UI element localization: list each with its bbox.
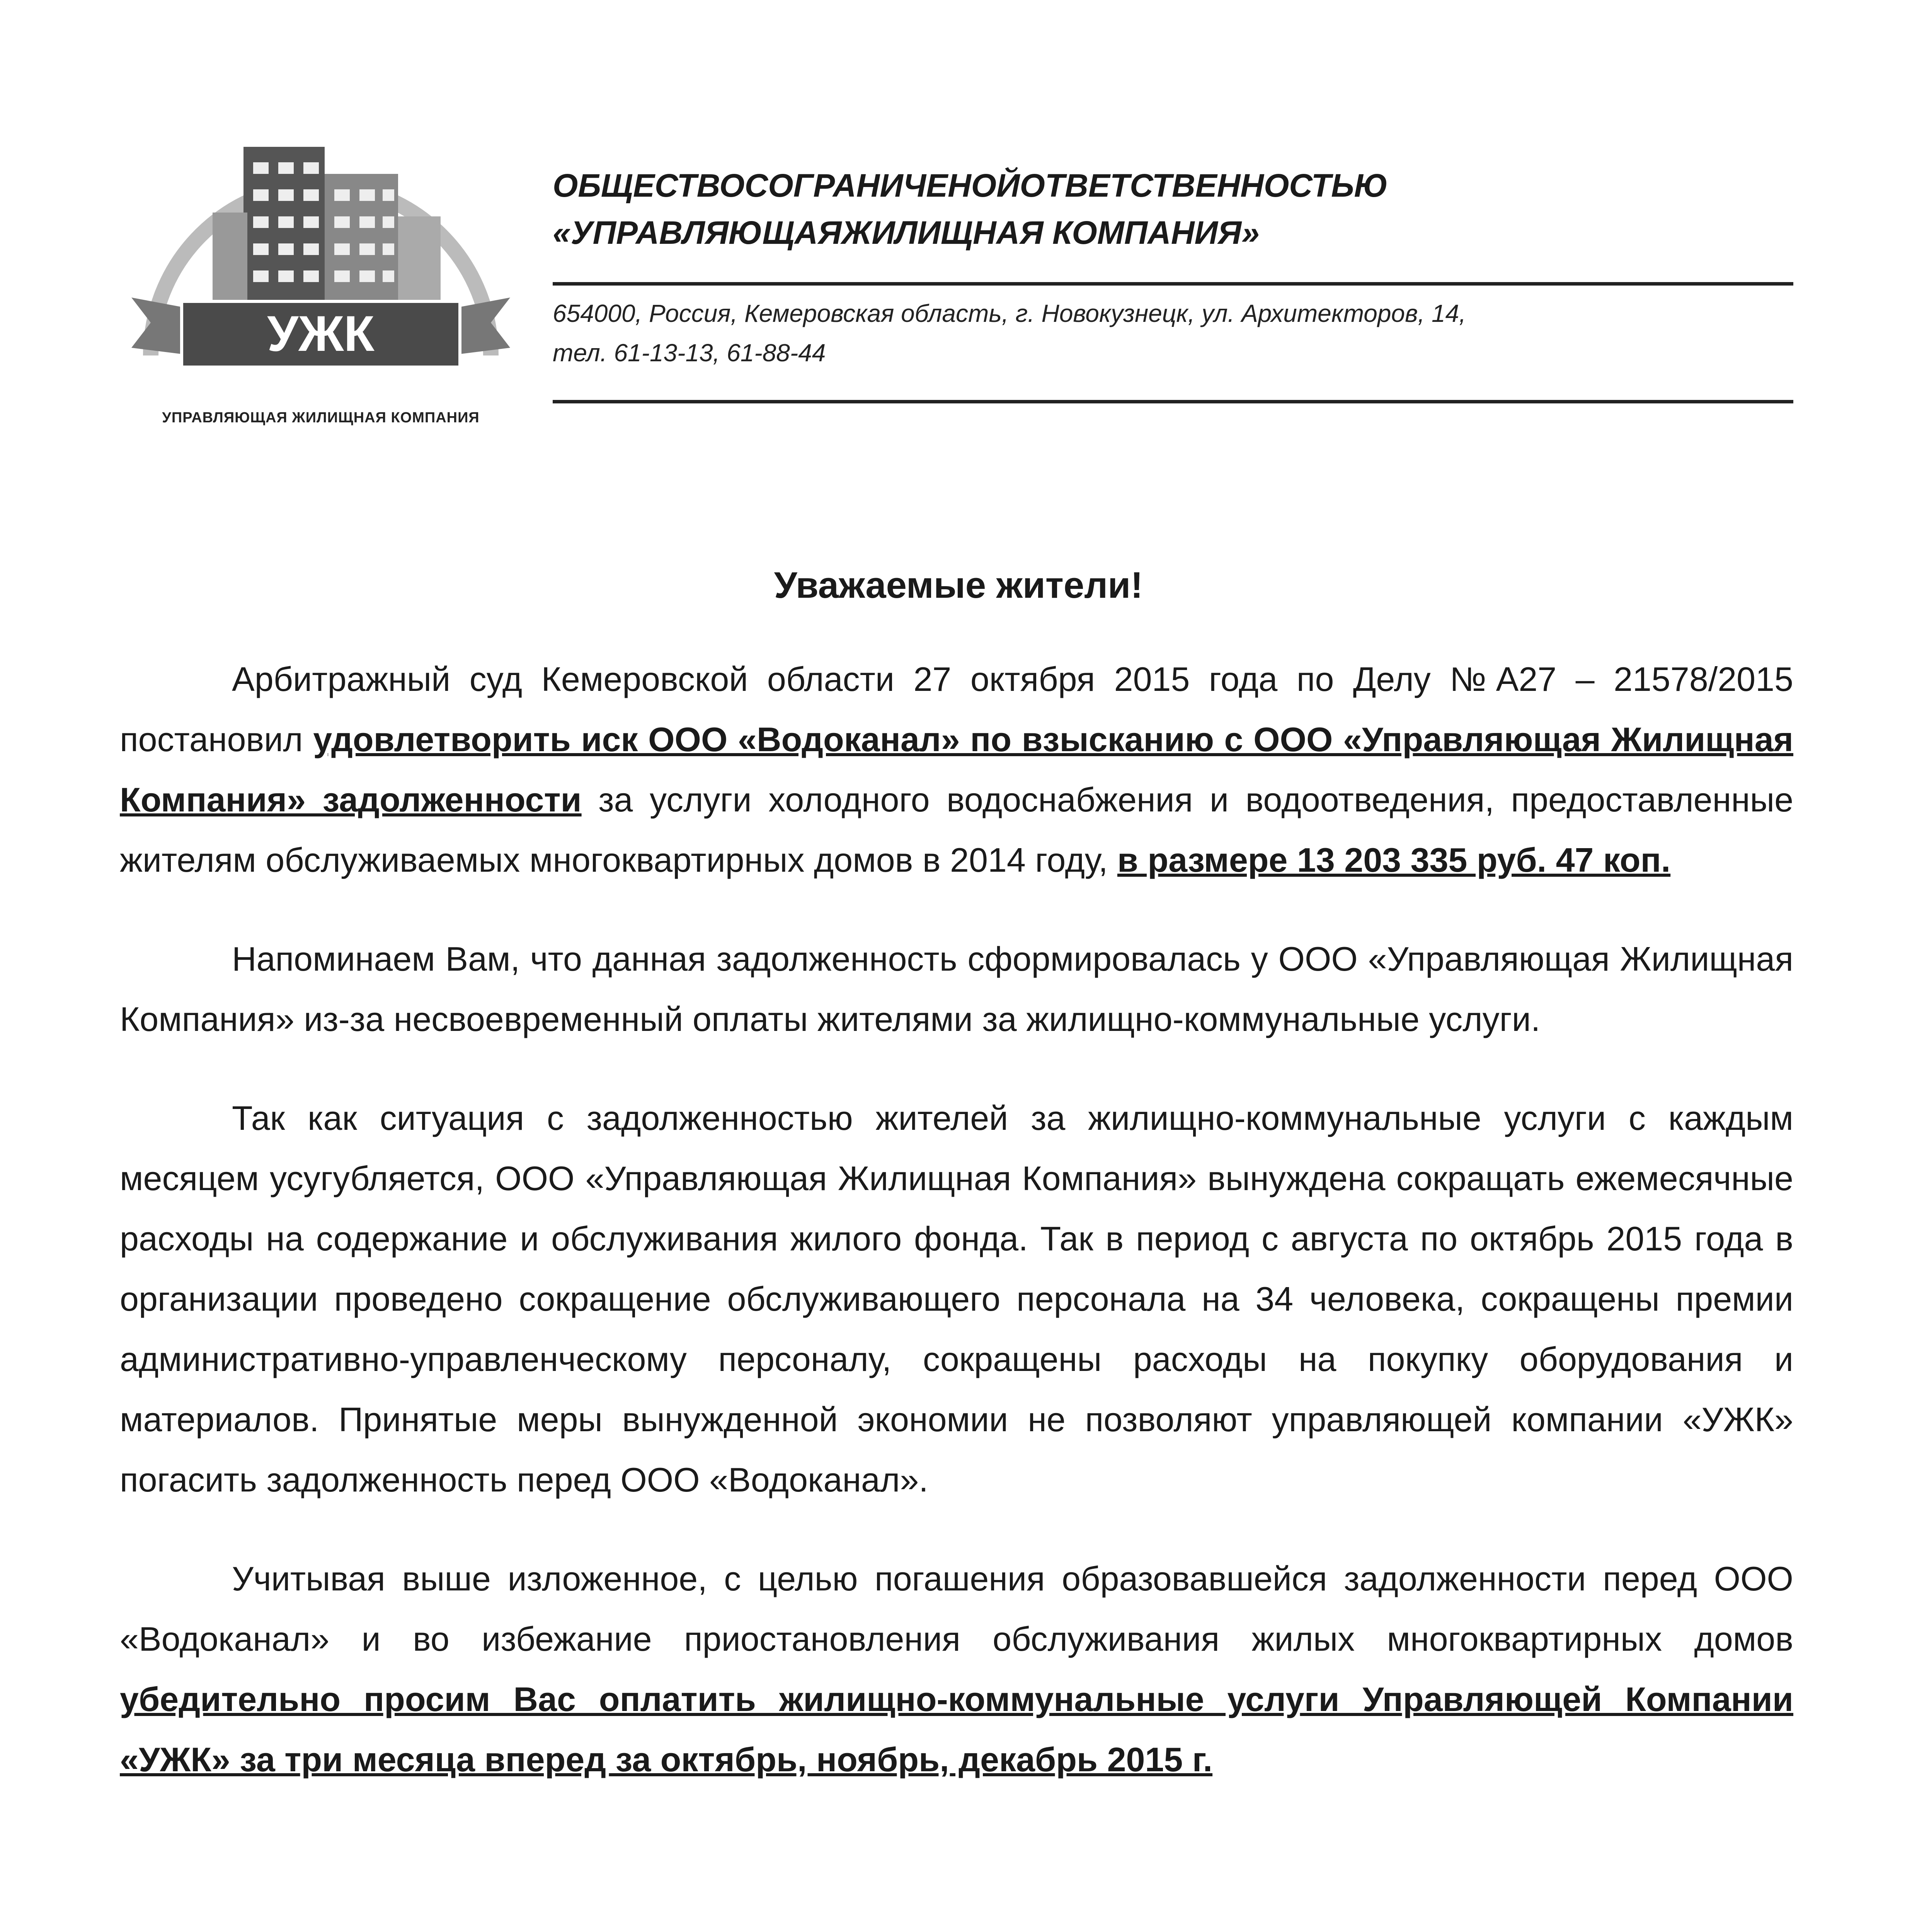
- letter-body: [120, 649, 1793, 1828]
- p4-text-a: Учитывая выше изложенное, с целью погашения образовавшейся задолженности перед ООО «Водоканал» и во избежание приостановления обслуживания жилых многоквартирных домов: [120, 1560, 1793, 1658]
- org-name-line1: ОБЩЕСТВОСОГРАНИЧЕНОЙОТВЕТСТВЕННОСТЬЮ: [553, 167, 1388, 204]
- p1-highlight-amount: в размере 13 203 335 руб. 47 коп.: [1117, 841, 1671, 879]
- header-divider-bottom: [553, 400, 1793, 403]
- p4-highlight-request: убедительно просим Вас оплатить жилищно-коммунальные услуги Управляющей Компании «УЖК» за три месяца вперед за октябрь, ноябрь, декабрь 2015 г.: [120, 1680, 1793, 1779]
- p1-text-c: за услуги холодного водоснабжения и водоотведения, предоставленные жителям обслуживаемых многоквартирных домов в 2014 году,: [120, 781, 1794, 879]
- address-line1: 654000, Россия, Кемеровская область, г. Новокузнецк, ул. Архитекторов, 14,: [553, 299, 1466, 327]
- company-logo: [116, 116, 526, 440]
- paragraph-cost-cutting: Так как ситуация с задолженностью жителей за жилищно-коммунальные услуги с каждым месяцем усугубляется, ООО «Управляющая Жилищная Компания» вынуждена сокращать ежемесячные расходы на содержание и обслуживания жилого фонда. Так в период с августа по октябрь 2015 года в организации проведено сокращение обслуживающего персонала на 34 человека, сокращены премии административно-управленческому персоналу, сокращены расходы на покупку оборудования и материалов. Принятые меры вынужденной экономии не позволяют управляющей компании «УЖК» погасить задолженность перед ООО «Водоканал».: [120, 1099, 1793, 1499]
- logo-emblem-text: УЖК: [267, 305, 375, 362]
- paragraph-payment-request: [120, 1549, 1793, 1790]
- org-name-line2: «УПРАВЛЯЮЩАЯЖИЛИЩНАЯ КОМПАНИЯ»: [553, 214, 1260, 251]
- header-divider-top: [553, 282, 1793, 286]
- logo-caption: УПРАВЛЯЮЩАЯ ЖИЛИЩНАЯ КОМПАНИЯ: [162, 410, 480, 426]
- address-line2: тел. 61-13-13, 61-88-44: [553, 339, 826, 367]
- p1-text-a: Арбитражный суд Кемеровской области 27 октября 2015 года по Делу №А27 – 21578/2015 постановил: [120, 660, 1793, 759]
- p1-highlight-claim: удовлетворить иск ООО «Водоканал» по взысканию с ООО «Управляющая Жилищная Компания» задолженности: [120, 720, 1793, 819]
- building-logo-icon: [116, 116, 526, 410]
- org-header: [553, 162, 1793, 257]
- greeting-heading: Уважаемые жители!: [774, 565, 1143, 606]
- paragraph-court-decision: [120, 649, 1793, 890]
- paragraph-reminder: Напоминаем Вам, что данная задолженность сформировалась у ООО «Управляющая Жилищная Компания» из-за несвоевременный оплаты жителями за жилищно-коммунальные услуги.: [120, 940, 1793, 1038]
- org-address: [553, 294, 1793, 373]
